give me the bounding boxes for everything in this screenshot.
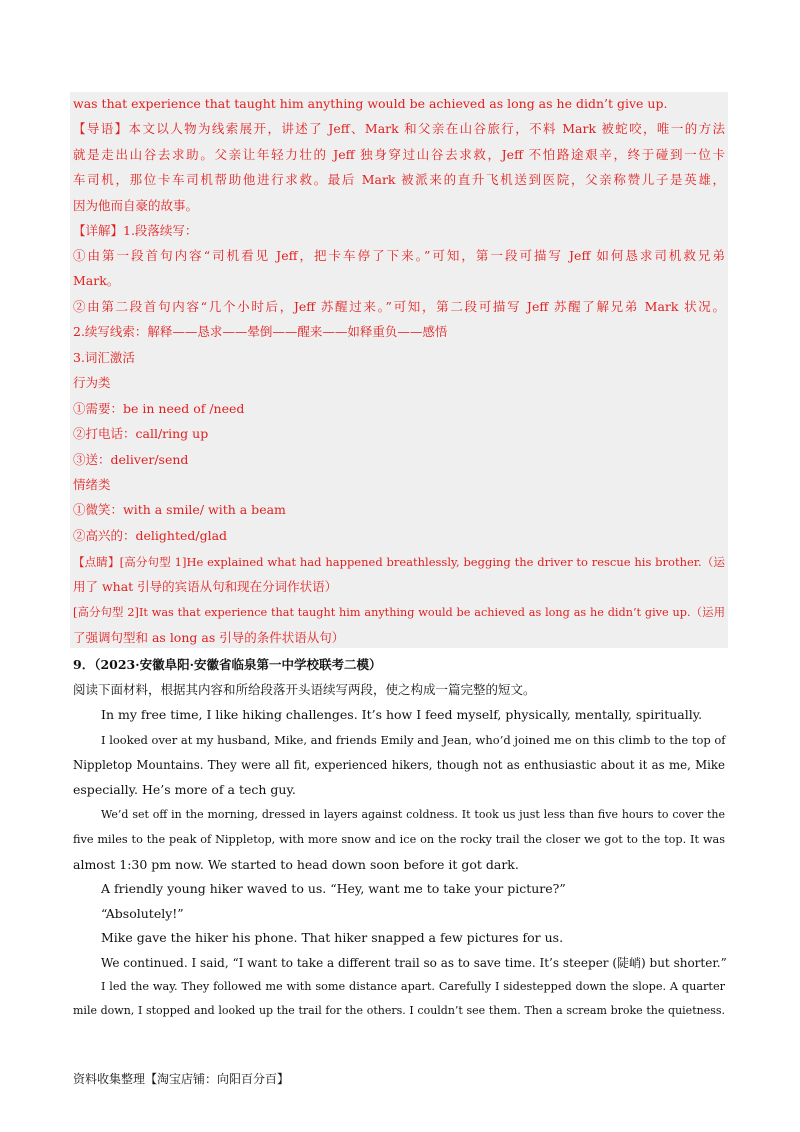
answer-line: 情绪类	[73, 477, 111, 492]
answer-line: 因为他而自豪的故事。	[73, 198, 199, 213]
passage-line: A friendly young hiker waved to us. “Hey, want me to take your picture?”	[101, 881, 566, 896]
answer-line: Mark。	[73, 273, 120, 288]
answer-line: ②高兴的：delighted/glad	[73, 528, 228, 543]
passage-line: In my free time, I like hiking challenges. It’s how I feed myself, physically, mentally, spiritually.	[101, 707, 703, 722]
answer-line: ②打电话：call/ring up	[73, 426, 209, 441]
passage-line: mile down, I stopped and looked up the trail for the others. I couldn’t see them. Then a scream broke the quietness.	[73, 1004, 725, 1017]
answer-line: 车司机，那位卡车司机帮助他进行求救。最后 Mark 被派来的直升飞机送到医院，父亲称赞儿子是英雄，	[73, 172, 725, 187]
passage-line: I led the way. They followed me with some distance apart. Carefully I sidestepped down the slope. A quarter	[101, 980, 725, 993]
answer-line: 【导语】本文以人物为线索展开，讲述了 Jeff、Mark 和父亲在山谷旅行，不料 Mark 被蛇咬，唯一的方法	[73, 121, 725, 136]
passage-line: We continued. I said, “I want to take a different trail so as to save time. It’s steeper (陡峭) but shorter.”	[101, 956, 727, 970]
answer-line: 用了 what 引导的宾语从句和现在分词作状语）	[73, 579, 338, 594]
passage-line: especially. He’s more of a tech guy.	[73, 782, 296, 797]
answer-line: [高分句型 2]It was that experience that taught him anything would be achieved as long as he didn’t give up.（运用	[73, 606, 725, 619]
answer-line: 就是走出山谷去求助。父亲让年轻力壮的 Jeff 独身穿过山谷去求救，Jeff 不怕路途艰辛，终于碰到一位卡	[73, 147, 725, 162]
answer-line: ①微笑：with a smile/ with a beam	[73, 502, 286, 517]
answer-line: ①由第一段首句内容“司机看见 Jeff，把卡车停了下来。”可知，第一段可描写 Jeff 如何恳求司机救兄弟	[73, 248, 725, 263]
answer-line: ③送：deliver/send	[73, 452, 189, 467]
page-footer: 资料收集整理【淘宝店铺：向阳百分百】	[73, 1072, 290, 1086]
question-instruction: 阅读下面材料，根据其内容和所给段落开头语续写两段，使之构成一篇完整的短文。	[73, 682, 536, 697]
passage-line: five miles to the peak of Nippletop, with more snow and ice on the rocky trail the closer we got to the top. It was	[73, 833, 725, 846]
answer-line: was that experience that taught him anything would be achieved as long as he didn’t give up.	[73, 96, 668, 111]
passage-line: I looked over at my husband, Mike, and friends Emily and Jean, who’d joined me on this climb to the top of	[101, 733, 726, 747]
passage-line: We’d set off in the morning, dressed in layers against coldness. It took us just less than five hours to cover the	[101, 808, 725, 821]
passage-line: almost 1:30 pm now. We started to head down soon before it got dark.	[73, 857, 519, 872]
passage-line: “Absolutely!”	[101, 906, 184, 921]
passage-line: Mike gave the hiker his phone. That hiker snapped a few pictures for us.	[101, 930, 564, 945]
answer-line: ②由第二段首句内容“几个小时后，Jeff 苏醒过来。”可知，第二段可描写 Jeff 苏醒了解兄弟 Mark 状况。	[73, 299, 725, 314]
passage-line: Nippletop Mountains. They were all fit, experienced hikers, though not as enthusiastic about it as me, Mike	[73, 758, 725, 772]
answer-line: 2.续写线索：解释——恳求——晕倒——醒来——如释重负——感悟	[73, 324, 448, 339]
answer-line: 行为类	[73, 375, 111, 390]
question-header: 9．（2023·安徽阜阳·安徽省临泉第一中学校联考二模）	[73, 657, 382, 672]
answer-line: 3.词汇激活	[73, 350, 135, 365]
answer-line: 【详解】1.段落续写：	[73, 223, 198, 238]
answer-line: ①需要：be in need of /need	[73, 401, 245, 416]
answer-line: 【点睛】[高分句型 1]He explained what had happened breathlessly, begging the driver to rescue his brother.（运	[73, 555, 725, 569]
answer-line: 了强调句型和 as long as 引导的条件状语从句）	[73, 630, 345, 645]
